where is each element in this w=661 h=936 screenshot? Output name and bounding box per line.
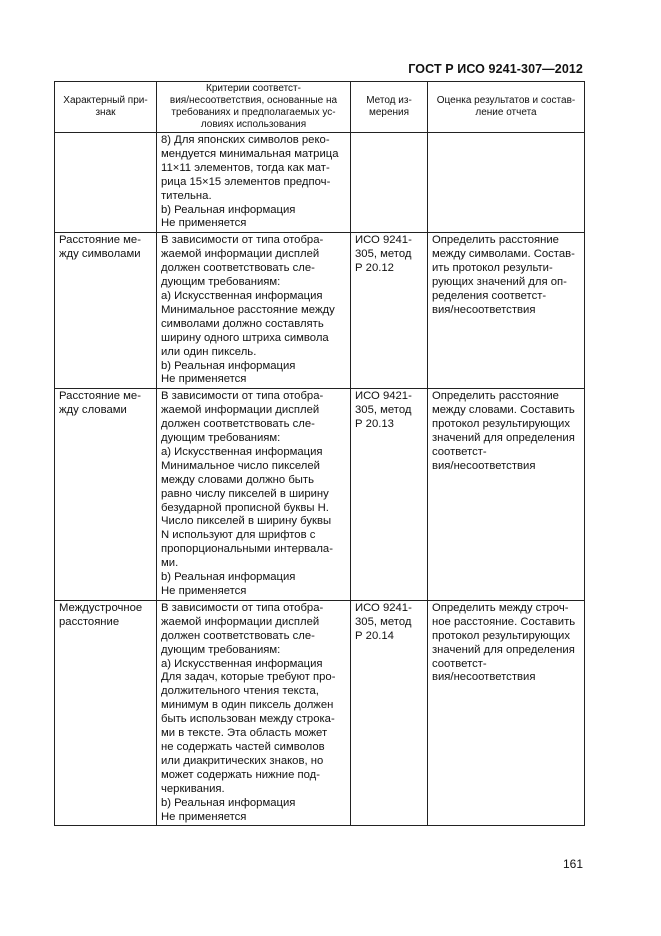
cell-line: Р 20.14 [355,629,394,642]
table-row [55,233,585,389]
cell-line: жду словами [59,404,127,417]
cell-line: ное расстояние. Составить [432,615,576,628]
cell-line: должен соответствовать сле- [161,262,315,275]
cell-line: b) Реальная информация [161,203,296,216]
cell-line: Определить между строч- [432,601,569,614]
cell-line: вия/несоответствия [432,671,536,684]
cell-line: а) Искусственная информация [161,657,323,670]
cell-line: жаемой информации дисплей [161,404,320,417]
cell-line: 11×11 элементов, тогда как мат- [161,161,330,174]
cell-line: N используют для шрифтов с [161,529,316,542]
cell-line: черкивания. [161,782,225,795]
cell-line: соответст- [432,445,487,458]
page-number: 161 [563,857,584,871]
table-row [55,389,585,601]
cell-line: значений для определения [432,432,575,445]
cell-line: Не применяется [161,810,247,823]
cell-line: ИСО 9241- [355,601,412,614]
cell-line: символами должно составлять [161,317,324,330]
cell-line: b) Реальная информация [161,571,296,584]
cell-line: дующим требованиям: [161,276,281,289]
document-code: ГОСТ Р ИСО 9241-307—2012 [408,62,583,76]
criteria-cell [157,389,351,601]
assessment-cell [428,133,585,233]
cell-line: Р 20.12 [355,262,394,275]
column-header [55,82,157,133]
cell-line: 305, метод [355,404,412,417]
cell-line: Определить расстояние [432,390,559,403]
cell-line: значений для определения [432,643,575,656]
cell-line: жду символами [59,248,141,261]
cell-line: Расстояние ме- [59,390,141,403]
feature-cell [55,389,157,601]
cell-line: жаемой информации дисплей [161,615,320,628]
cell-line: рующих значений для оп- [432,276,567,289]
cell-line: или один пиксель. [161,345,257,358]
criteria-cell [157,133,351,233]
cell-line: должительного чтения текста, [161,685,319,698]
assessment-cell [428,600,585,826]
cell-line: вия/несоответствия [432,459,536,472]
criteria-cell [157,600,351,826]
feature-cell [55,133,157,233]
cell-line: ИСО 9241- [355,234,412,247]
cell-line: ИСО 9421- [355,390,412,403]
assessment-cell [428,233,585,389]
cell-line: минимум в один пиксель должен [161,699,334,712]
table-header-row [55,82,585,133]
cell-line: рица 15×15 элементов предпоч- [161,175,331,188]
cell-line: быть использован между строка- [161,713,335,726]
cell-line: Метод из- [366,95,412,106]
cell-line: должен соответствовать сле- [161,418,315,431]
feature-cell [55,233,157,389]
cell-line: Минимальное расстояние между [161,303,335,316]
cell-line: между символами. Состав- [432,248,575,261]
cell-line: знак [95,107,116,118]
cell-line: дующим требованиям: [161,643,281,656]
cell-line: Число пикселей в ширину буквы [161,515,332,528]
table-row [55,600,585,826]
cell-line: 305, метод [355,615,412,628]
cell-line: Критерии соответст- [206,83,301,94]
cell-line: а) Искусственная информация [161,445,323,458]
cell-line: Оценка результатов и состав- [436,95,576,106]
cell-line: b) Реальная информация [161,796,296,809]
method-cell [351,389,428,601]
cell-line: требованиях и предполагаемых ус- [171,107,336,118]
cell-line: b) Реальная информация [161,359,296,372]
cell-line: Р 20.13 [355,418,394,431]
cell-line: должен соответствовать сле- [161,629,315,642]
cell-line: Расстояние ме- [59,234,141,247]
cell-line: Не применяется [161,585,247,597]
cell-line: протокол результирующих [432,418,570,431]
assessment-cell [428,389,585,601]
cell-line: ми в тексте. Эта область может [161,727,328,740]
cell-line: тительна. [161,189,212,202]
cell-line: Определить расстояние [432,234,559,247]
cell-line: жаемой информации дисплей [161,248,320,261]
column-header [157,82,351,133]
cell-line: Характерный при- [63,95,148,106]
cell-line: Минимальное число пикселей [161,459,320,472]
cell-line: ление отчета [475,107,537,118]
cell-line: вия/несоответствия, основанные на [169,95,338,106]
cell-line: мерения [368,107,410,118]
cell-line: ределения соответст- [432,289,547,302]
criteria-table [54,81,585,826]
cell-line: В зависимости от типа отобра- [161,390,324,403]
cell-line: ловиях использования [200,119,307,130]
cell-line: дующим требованиям: [161,432,281,445]
table-row [55,133,585,233]
feature-cell [55,600,157,826]
cell-line: 305, метод [355,248,412,261]
cell-line: вия/несоответствия [432,303,536,316]
cell-line: 8) Для японских символов реко- [161,134,330,146]
cell-line: Для задач, которые требуют про- [161,671,336,684]
cell-line: может содержать нижние под- [161,768,321,781]
criteria-cell [157,233,351,389]
cell-line: Не применяется [161,217,247,230]
method-cell [351,233,428,389]
cell-line: ширину одного штриха символа [161,331,329,344]
method-cell [351,133,428,233]
cell-line: протокол результирующих [432,629,570,642]
cell-line: мендуется минимальная матрица [161,147,339,160]
cell-line: безударной прописной буквы Н. [161,501,329,514]
cell-line: В зависимости от типа отобра- [161,601,324,614]
cell-line: не содержать частей символов [161,740,325,753]
method-cell [351,600,428,826]
cell-line: расстояние [59,615,120,628]
cell-line: ми. [161,557,179,570]
cell-line: пропорциональными интервала- [161,543,333,556]
cell-line: Междустрочное [59,601,143,614]
column-header [428,82,585,133]
cell-line: а) Искусственная информация [161,289,323,302]
cell-line: равно числу пикселей в ширину [161,487,329,500]
cell-line: В зависимости от типа отобра- [161,234,324,247]
cell-line: ить протокол результи- [432,262,553,275]
cell-line: между словами. Составить [432,404,575,417]
cell-line: Не применяется [161,373,247,386]
cell-line: или диакритических знаков, но [161,754,324,767]
column-header [351,82,428,133]
cell-line: между словами должно быть [161,473,314,486]
cell-line: соответст- [432,657,487,670]
